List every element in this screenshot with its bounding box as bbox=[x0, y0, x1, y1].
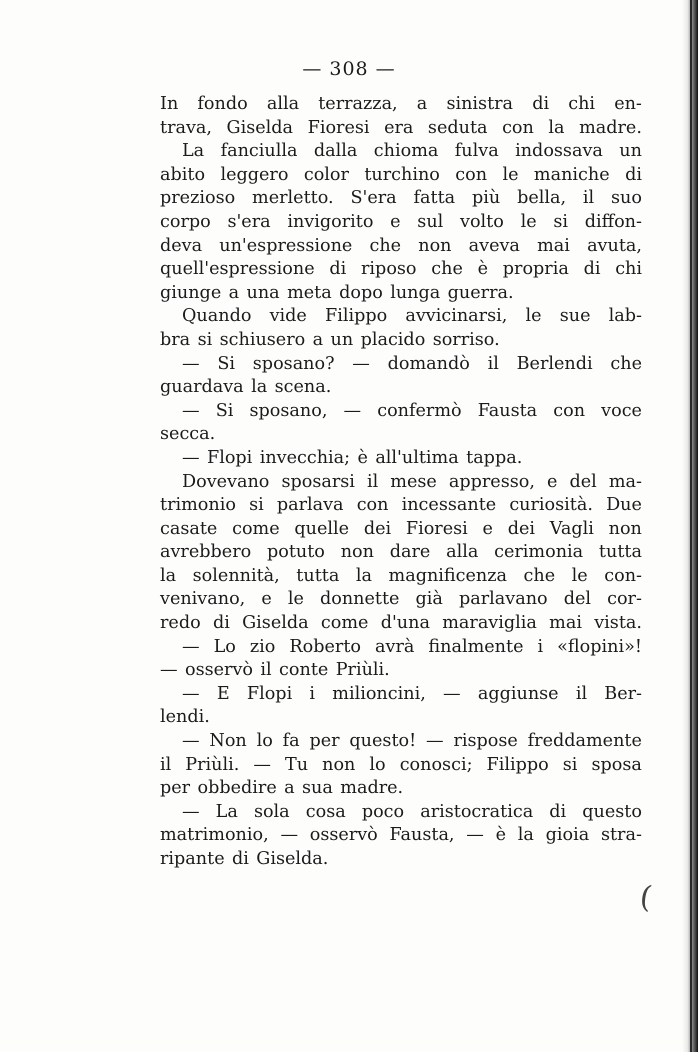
margin-pencil-mark: ( bbox=[637, 879, 655, 916]
text-line: abito leggero color turchino con le maniche di bbox=[160, 164, 642, 185]
text-line: secca. bbox=[160, 424, 216, 445]
text-line: trava, Giselda Fioresi era seduta con la madre. bbox=[160, 117, 642, 138]
text-line: giunge a una meta dopo lunga guerra. bbox=[160, 282, 514, 303]
text-line: — E Flopi i milioncini, — aggiunse il Ber- bbox=[182, 683, 642, 704]
text-line: guardava la scena. bbox=[160, 377, 332, 398]
text-line: — osservò il conte Priùli. bbox=[160, 660, 390, 681]
text-line: venivano, e le donnette già parlavano del cor- bbox=[160, 589, 642, 610]
text-line: la solennità, tutta la magnificenza che le con- bbox=[160, 565, 642, 586]
page-number: — 308 — bbox=[302, 58, 396, 80]
text-line: — Non lo fa per questo! — rispose freddamente bbox=[182, 731, 642, 752]
text-line: matrimonio, — osservò Fausta, — è la gioia stra- bbox=[160, 825, 642, 846]
text-line: — Si sposano, — confermò Fausta con voce bbox=[182, 400, 642, 421]
text-line: prezioso merletto. S'era fatta più bella, il suo bbox=[160, 188, 642, 209]
text-line: — Lo zio Roberto avrà finalmente i «flopini»! bbox=[182, 636, 642, 657]
text-line: corpo s'era invigorito e sul volto le si diffon- bbox=[160, 211, 642, 232]
text-line: per obbedire a sua madre. bbox=[160, 778, 404, 799]
text-line: In fondo alla terrazza, a sinistra di chi en- bbox=[160, 94, 642, 114]
text-line: — Si sposano? — domandò il Berlendi che bbox=[182, 353, 642, 374]
text-line: trimonio si parlava con incessante curiosità. Due bbox=[160, 495, 642, 516]
text-line: lendi. bbox=[160, 707, 210, 728]
text-line: ripante di Giselda. bbox=[160, 849, 329, 869]
text-line: quell'espressione di riposo che è propria di chi bbox=[160, 259, 642, 280]
text-line: bra si schiusero a un placido sorriso. bbox=[160, 329, 500, 350]
text-line: deva un'espressione che non aveva mai avuta, bbox=[160, 235, 642, 256]
text-line: avrebbero potuto non dare alla cerimonia tutta bbox=[160, 542, 642, 563]
text-line: Quando vide Filippo avvicinarsi, le sue lab- bbox=[182, 306, 642, 327]
text-line: — Flopi invecchia; è all'ultima tappa. bbox=[182, 447, 523, 468]
text-line: il Priùli. — Tu non lo conosci; Filippo si sposa bbox=[160, 754, 642, 775]
text-line: — La sola cosa poco aristocratica di questo bbox=[182, 801, 642, 822]
text-line: casate come quelle dei Fioresi e dei Vagli non bbox=[160, 518, 642, 539]
body-text bbox=[160, 93, 642, 872]
page-edge-line bbox=[690, 0, 692, 1052]
text-line: redo di Giselda come d'una maraviglia mai vista. bbox=[160, 613, 642, 634]
text-line: La fanciulla dalla chioma fulva indossava un bbox=[182, 141, 642, 162]
text-line: Dovevano sposarsi il mese appresso, e del ma- bbox=[182, 471, 642, 492]
